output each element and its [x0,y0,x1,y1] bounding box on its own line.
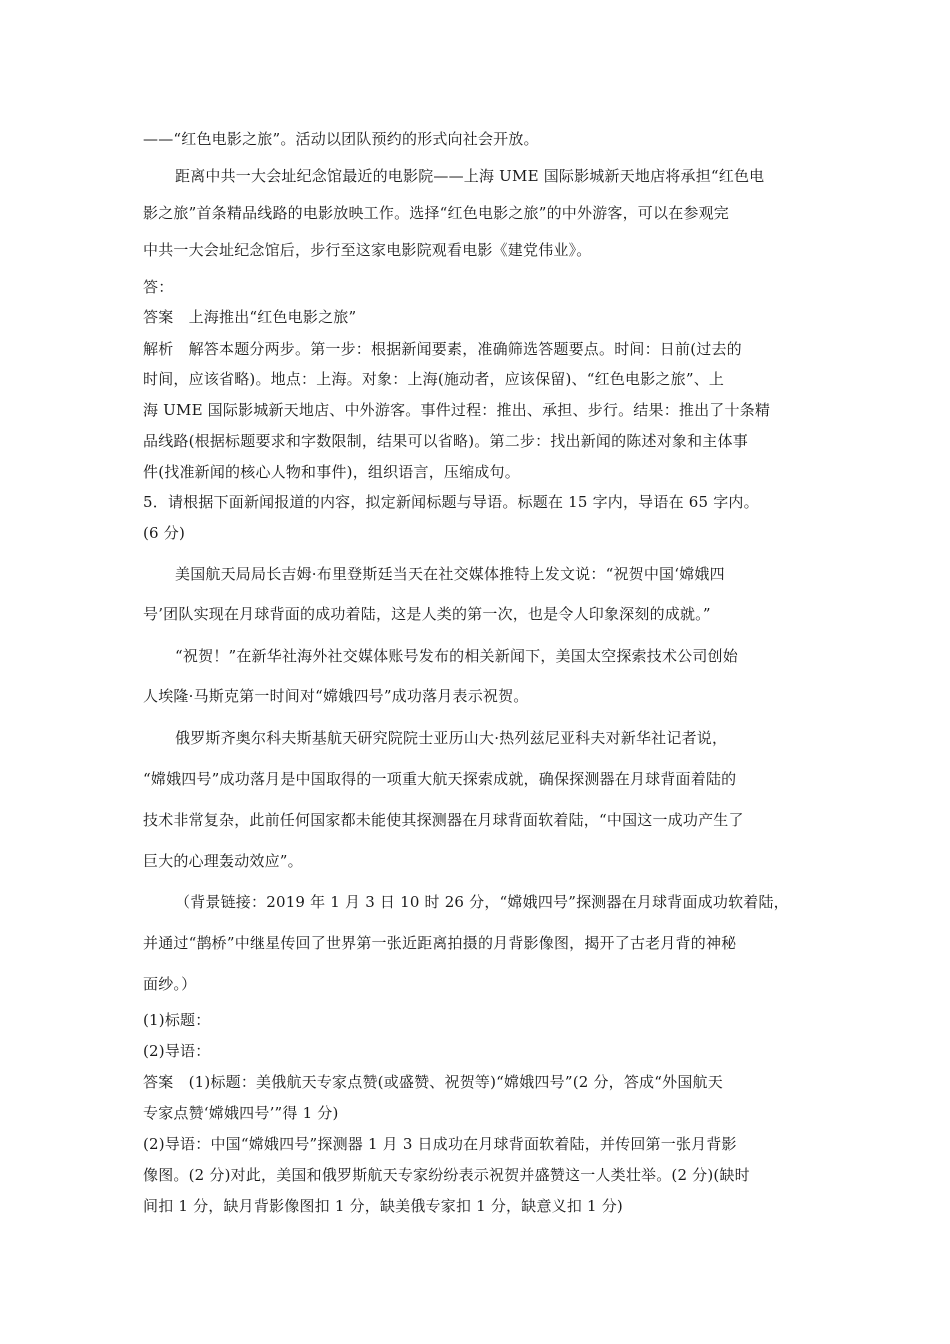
text-line: 时间，应该省略)。地点：上海。对象：上海(施动者，应该保留)、“红色电影之旅”、上 [143,370,725,388]
text-line: 像图。(2 分)对此，美国和俄罗斯航天专家纷纷表示祝贺并盛赞这一人类壮举。(2 分)(缺时 [143,1166,750,1184]
text-line: “祝贺！”在新华社海外社交媒体账号发布的相关新闻下，美国太空探索技术公司创始 [175,647,738,665]
question-5: 5．请根据下面新闻报道的内容，拟定新闻标题与导语。标题在 15 字内，导语在 65 字内。 [143,493,759,511]
text-line: 人埃隆·马斯克第一时间对“嫦娥四号”成功落月表示祝贺。 [143,687,529,705]
text-line: 专家点赞‘嫦娥四号’”得 1 分) [143,1104,339,1122]
text-line: (6 分) [143,524,186,542]
text-line: 解析 解答本题分两步。第一步：根据新闻要素，准确筛选答题要点。时间：日前(过去的 [143,340,742,358]
text-line: 海 UME 国际影城新天地店、中外游客。事件过程：推出、承担、步行。结果：推出了十条精 [143,401,771,419]
text-line: 答案 上海推出“红色电影之旅” [143,308,357,326]
text-line: 影之旅”首条精品线路的电影放映工作。选择“红色电影之旅”的中外游客，可以在参观完 [143,204,730,222]
text-line: 间扣 1 分，缺月背影像图扣 1 分，缺美俄专家扣 1 分，缺意义扣 1 分) [143,1197,623,1215]
text-line: 件(找准新闻的核心人物和事件)，组织语言，压缩成句。 [143,463,520,481]
text-line: “嫦娥四号”成功落月是中国取得的一项重大航天探索成就，确保探测器在月球背面着陆的 [143,770,737,788]
text-line: 俄罗斯齐奥尔科夫斯基航天研究院院士亚历山大·热列兹尼亚科夫对新华社记者说， [175,729,728,747]
text-line: （背景链接：2019 年 1 月 3 日 10 时 26 分，“嫦娥四号”探测器在月球背面成功软着陆， [175,893,789,911]
text-line: 技术非常复杂，此前任何国家都未能使其探测器在月球背面软着陆，“中国这一成功产生了 [143,811,744,829]
text-line: ——“红色电影之旅”。活动以团队预约的形式向社会开放。 [143,130,539,148]
text-line: 品线路(根据标题要求和字数限制，结果可以省略)。第二步：找出新闻的陈述对象和主体事 [143,432,748,450]
text-line: 答案 (1)标题：美俄航天专家点赞(或盛赞、祝贺等)“嫦娥四号”(2 分，答成“外国航天 [143,1073,723,1091]
text-line: 并通过“鹊桥”中继星传回了世界第一张近距离拍摄的月背影像图，揭开了古老月背的神秘 [143,934,737,952]
text-line: 号’团队实现在月球背面的成功着陆，这是人类的第一次，也是令人印象深刻的成就。” [143,605,711,623]
text-line: 巨大的心理轰动效应”。 [143,852,303,870]
title-prompt: (1)标题： [143,1011,211,1029]
text-line: 答： [143,278,174,296]
text-line: 中共一大会址纪念馆后，步行至这家电影院观看电影《建党伟业》。 [143,241,592,259]
text-line: 距离中共一大会址纪念馆最近的电影院——上海 UME 国际影城新天地店将承担“红色电 [175,167,765,185]
text-line: 面纱。） [143,975,197,993]
text-line: (2)导语：中国“嫦娥四号”探测器 1 月 3 日成功在月球背面软着陆，并传回第一张月背影 [143,1135,737,1153]
lead-prompt: (2)导语： [143,1042,211,1060]
text-line: 美国航天局局长吉姆·布里登斯廷当天在社交媒体推特上发文说：“祝贺中国‘嫦娥四 [175,565,725,583]
